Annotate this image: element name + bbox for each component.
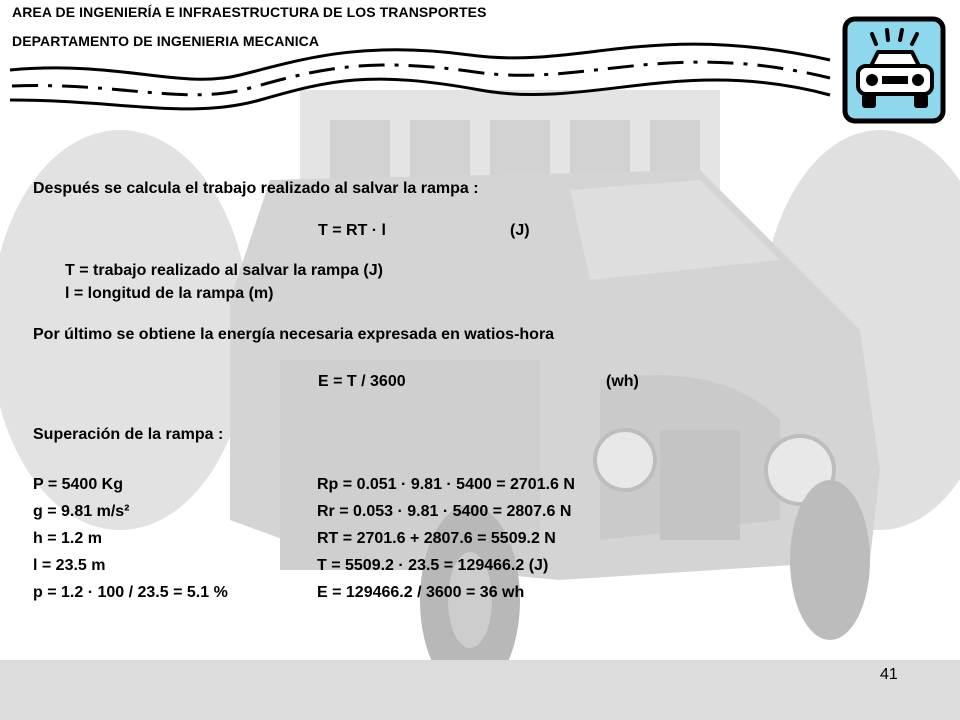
given-value: P = 5400 Kg	[33, 476, 123, 493]
formula-work: T = RT · l	[318, 222, 386, 239]
given-value: p = 1.2 · 100 / 23.5 = 5.1 %	[33, 584, 228, 601]
header-department: DEPARTAMENTO DE INGENIERIA MECANICA	[12, 33, 320, 49]
definition-length: l = longitud de la rampa (m)	[65, 285, 274, 302]
formula-energy: E = T / 3600	[318, 373, 406, 390]
result-value: T = 5509.2 · 23.5 = 129466.2 (J)	[317, 557, 549, 574]
given-value: g = 9.81 m/s²	[33, 503, 130, 520]
result-value: E = 129466.2 / 3600 = 36 wh	[317, 584, 525, 601]
result-value: Rp = 0.051 · 9.81 · 5400 = 2701.6 N	[317, 476, 575, 493]
page-number: 41	[880, 666, 898, 683]
road-banner-icon	[0, 0, 960, 130]
intro-text: Después se calcula el trabajo realizado al salvar la rampa :	[33, 180, 479, 197]
result-value: RT = 2701.6 + 2807.6 = 5509.2 N	[317, 530, 556, 547]
section-title: Superación de la rampa :	[33, 426, 224, 443]
result-value: Rr = 0.053 · 9.81 · 5400 = 2807.6 N	[317, 503, 572, 520]
formula-work-unit: (J)	[510, 222, 530, 239]
header-department-area: AREA DE INGENIERÍA E INFRAESTRUCTURA DE LOS TRANSPORTES	[12, 4, 487, 20]
given-value: l = 23.5 m	[33, 557, 106, 574]
car-logo-icon	[842, 16, 946, 124]
definition-work: T = trabajo realizado al salvar la rampa (J)	[65, 262, 383, 279]
energy-intro-text: Por último se obtiene la energía necesaria expresada en watios-hora	[33, 326, 555, 343]
formula-energy-unit: (wh)	[606, 373, 639, 390]
given-value: h = 1.2 m	[33, 530, 102, 547]
